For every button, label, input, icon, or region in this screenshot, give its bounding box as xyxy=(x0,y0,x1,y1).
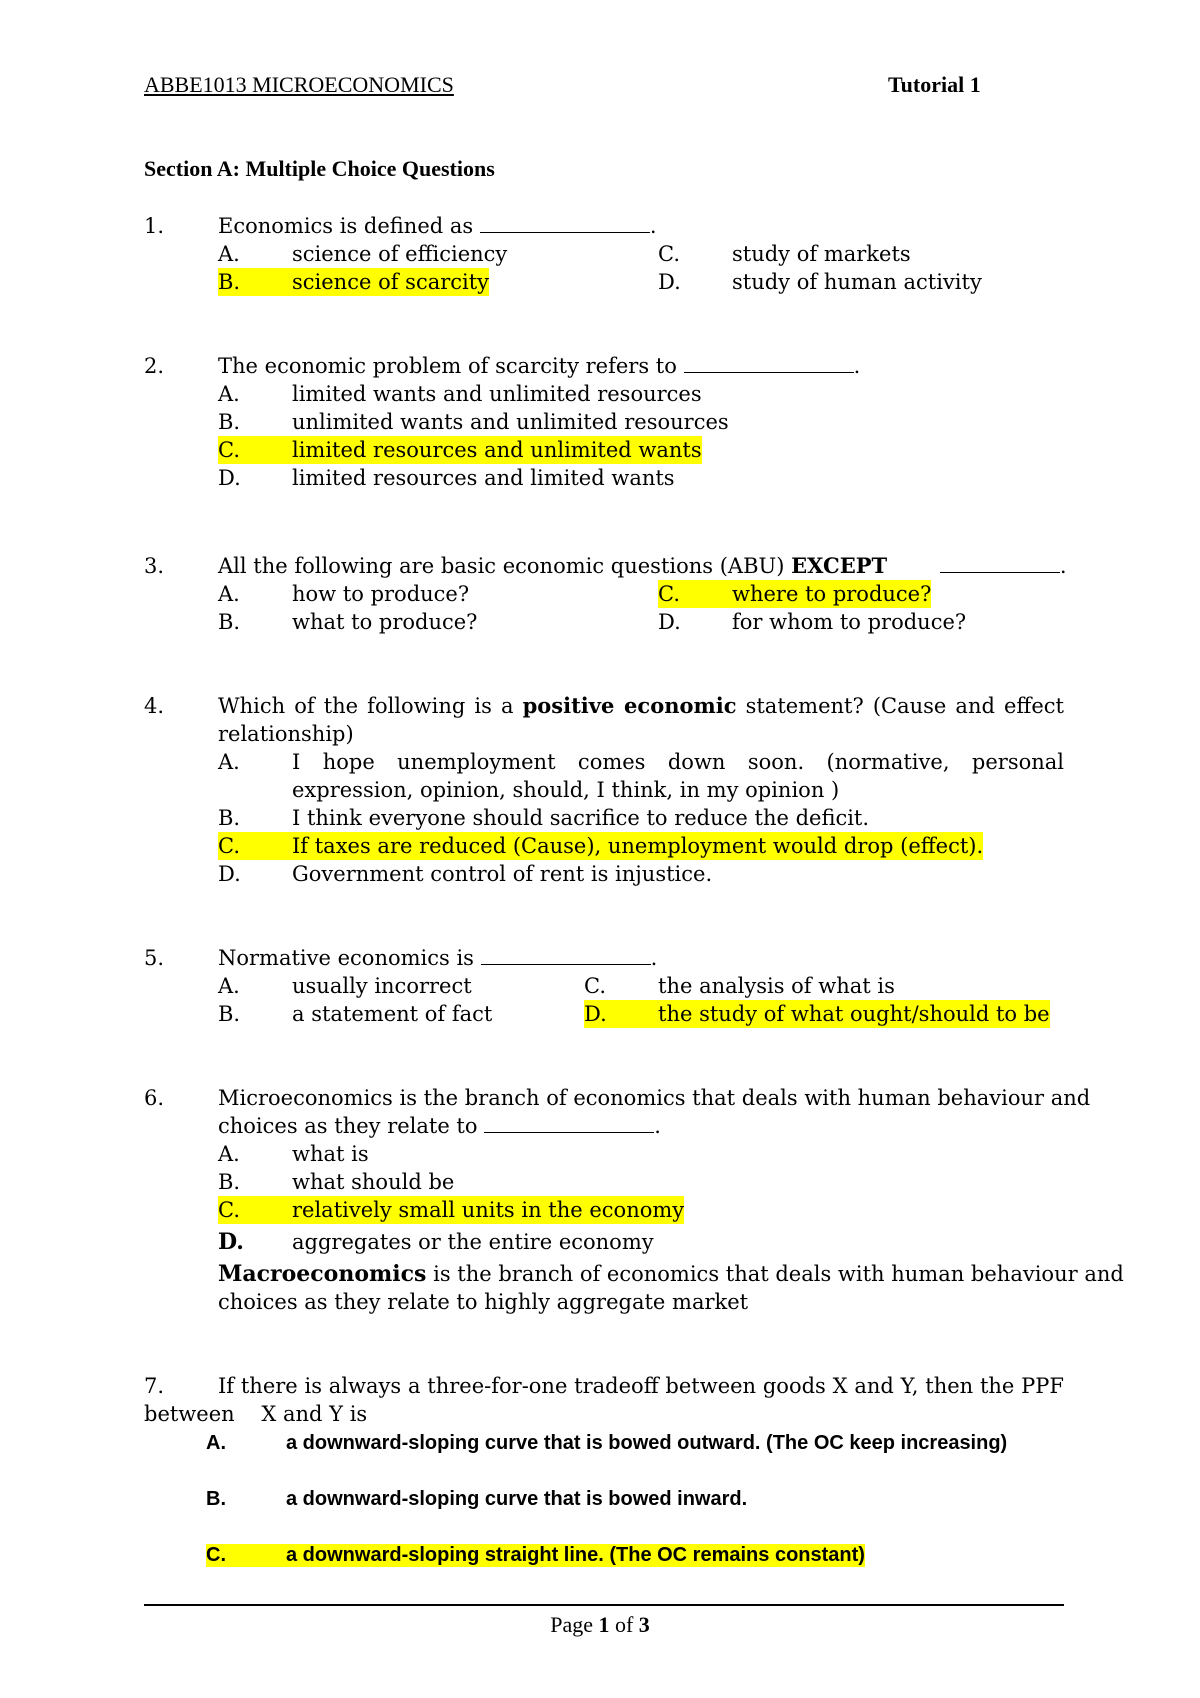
question-stem-line-1: Microeconomics is the branch of economics that deals with human behaviour and xyxy=(218,1086,1091,1110)
option-c-answer: C. where to produce? xyxy=(658,582,932,606)
answer-blank xyxy=(684,352,854,373)
option-a-letter: A. xyxy=(218,750,240,774)
question-stem: Which of the following is a positive economic statement? (Cause and effect relationship) xyxy=(218,693,1064,746)
option-a: A. usually incorrect xyxy=(218,974,472,998)
question-number: 7. xyxy=(144,1374,165,1398)
question-stem: Normative economics is . xyxy=(218,946,658,970)
macroeconomics-note-line-2: choices as they relate to highly aggregate market xyxy=(218,1290,749,1314)
page-footer: Page 1 of 3 xyxy=(550,1612,650,1637)
answer-blank xyxy=(481,944,651,965)
option-b: B. what should be xyxy=(218,1170,455,1194)
question-number: 6. xyxy=(144,1086,165,1110)
question-number: 4. xyxy=(144,694,165,718)
option-b-answer: B. science of scarcity xyxy=(218,270,490,294)
option-a: A. how to produce? xyxy=(218,582,470,606)
question-number: 3. xyxy=(144,554,165,578)
option-c: C. the analysis of what is xyxy=(584,974,895,998)
option-b: B. unlimited wants and unlimited resources xyxy=(218,410,729,434)
option-d: D. Government control of rent is injustice. xyxy=(218,862,713,886)
option-b: B. what to produce? xyxy=(218,610,478,634)
course-title: ABBE1013 MICROECONOMICS xyxy=(144,72,454,97)
option-c: C. study of markets xyxy=(658,242,911,266)
question-stem: The economic problem of scarcity refers to . xyxy=(218,354,861,378)
section-title: Section A: Multiple Choice Questions xyxy=(144,156,495,181)
question-stem-line-2: between X and Y is xyxy=(144,1402,368,1426)
option-c-answer: C. limited resources and unlimited wants xyxy=(218,438,702,462)
option-d-answer: D. the study of what ought/should to be xyxy=(584,1002,1050,1026)
question-number: 5. xyxy=(144,946,165,970)
option-a: A. what is xyxy=(218,1142,369,1166)
option-a: A. science of efficiency xyxy=(218,242,508,266)
question-stem-line-2: choices as they relate to . xyxy=(218,1114,661,1138)
macroeconomics-note-line-1: Macroeconomics is the branch of economics that deals with human behaviour and xyxy=(218,1261,1124,1287)
answer-blank xyxy=(480,212,650,233)
option-b: B. a downward-sloping curve that is bowed inward. xyxy=(206,1488,748,1510)
question-number: 2. xyxy=(144,354,165,378)
question-stem-line-1: If there is always a three-for-one tradeoff between goods X and Y, then the PPF xyxy=(218,1374,1064,1398)
option-c-answer: C. relatively small units in the economy xyxy=(218,1198,685,1222)
option-c-answer: C. a downward-sloping straight line. (The OC remains constant) xyxy=(206,1544,865,1566)
option-d: D. study of human activity xyxy=(658,270,982,294)
option-d: D. aggregates or the entire economy xyxy=(218,1229,654,1255)
option-a: A. limited wants and unlimited resources xyxy=(218,382,702,406)
option-a-text: I hope unemployment comes down soon. (normative, personal expression, opinion, should, I think, in my opinion ) xyxy=(292,750,1064,802)
option-a: A. a downward-sloping curve that is bowed outward. (The OC keep increasing) xyxy=(206,1432,1008,1454)
option-d: D. for whom to produce? xyxy=(658,610,967,634)
option-c-answer: C. If taxes are reduced (Cause), unemployment would drop (effect). xyxy=(218,834,984,858)
answer-blank xyxy=(940,552,1060,573)
tutorial-label: Tutorial 1 xyxy=(888,72,981,97)
option-d: D. limited resources and limited wants xyxy=(218,466,675,490)
footer-rule xyxy=(144,1604,1064,1606)
option-b: B. a statement of fact xyxy=(218,1002,493,1026)
question-number: 1. xyxy=(144,214,165,238)
question-stem: Economics is defined as . xyxy=(218,214,657,238)
question-stem: All the following are basic economic questions (ABU) EXCEPT . xyxy=(218,553,1067,578)
option-b: B. I think everyone should sacrifice to reduce the deficit. xyxy=(218,806,870,830)
answer-blank xyxy=(484,1112,654,1133)
